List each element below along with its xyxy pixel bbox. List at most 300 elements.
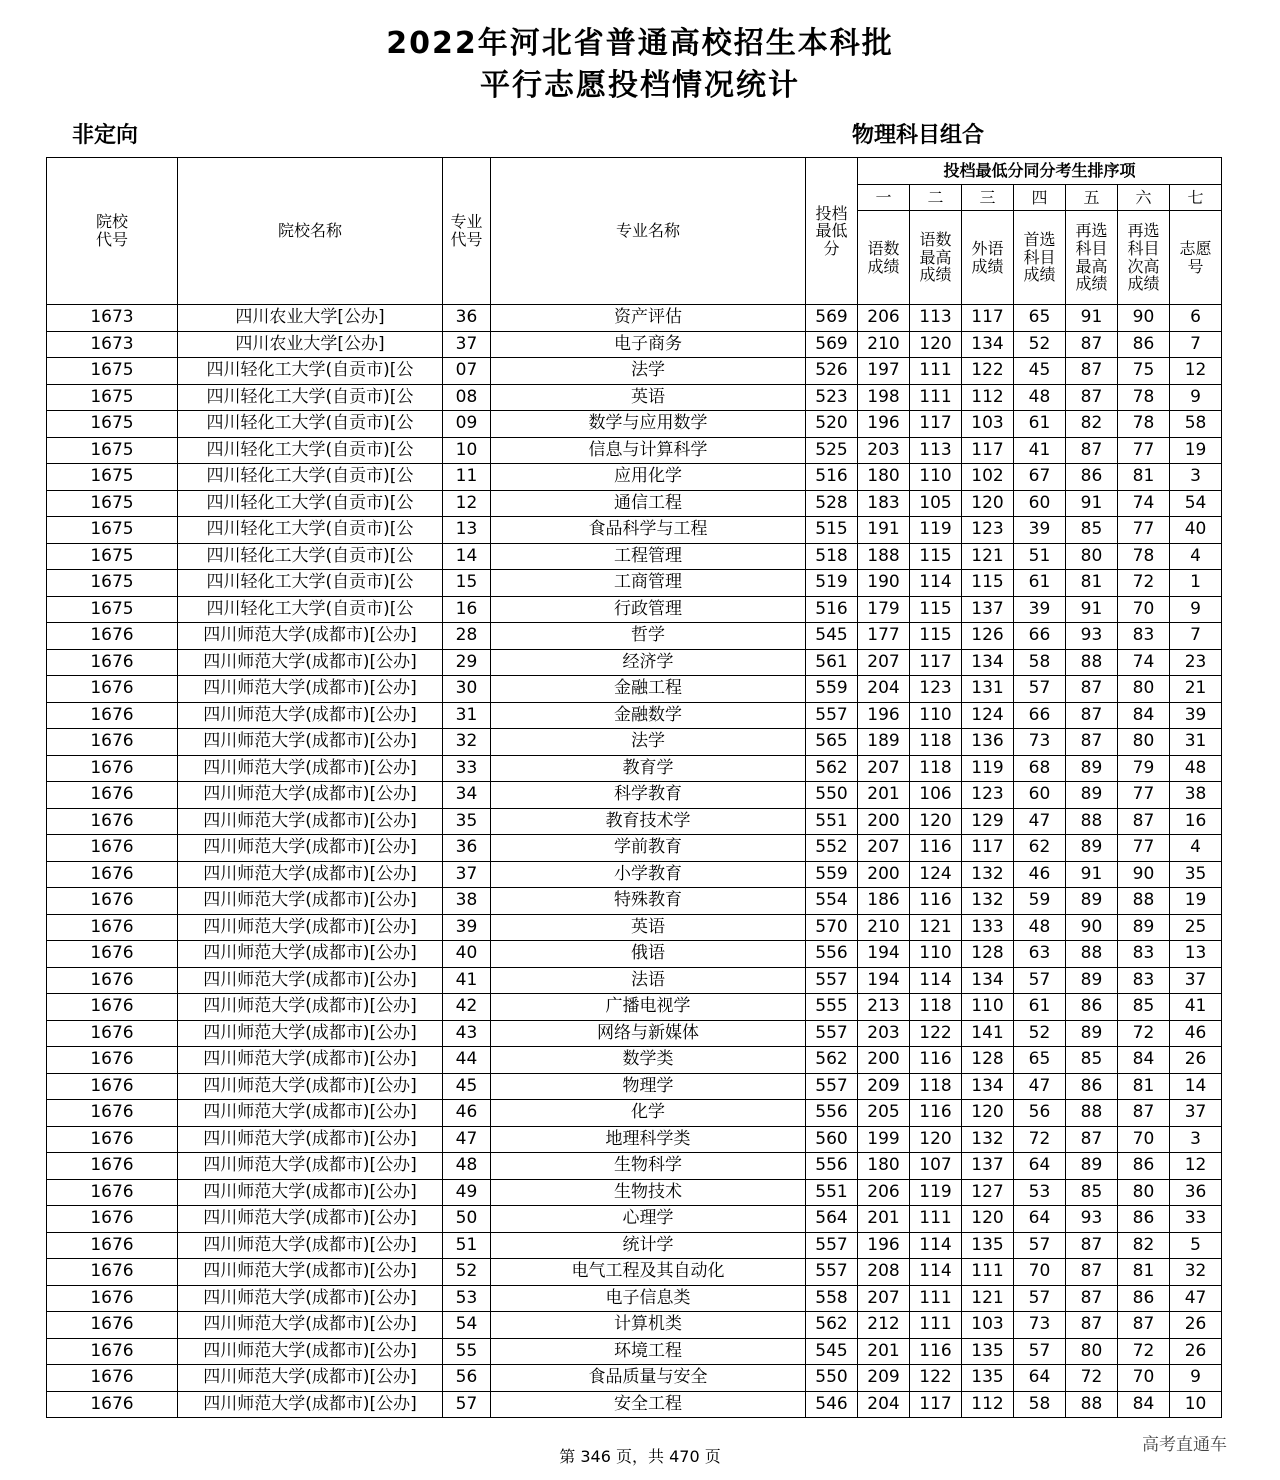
cell-first-subject: 53 (1014, 1179, 1066, 1206)
cell-reselect-second: 75 (1118, 358, 1170, 385)
table-row (47, 1047, 1222, 1074)
cell-school-name: 四川师范大学(成都市)[公办] (178, 1312, 443, 1339)
cell-major-code: 10 (443, 437, 491, 464)
cell-chinese-math: 196 (858, 702, 910, 729)
cell-school-name: 四川师范大学(成都市)[公办] (178, 1285, 443, 1312)
cell-reselect-second: 80 (1118, 1179, 1170, 1206)
cell-chinese-math-max: 117 (910, 649, 962, 676)
cell-school-code: 1675 (47, 543, 178, 570)
cell-major-code: 09 (443, 411, 491, 438)
cell-reselect-second: 83 (1118, 623, 1170, 650)
cell-reselect-max: 87 (1066, 358, 1118, 385)
cell-major-code: 36 (443, 835, 491, 862)
cell-chinese-math: 207 (858, 1285, 910, 1312)
header-order-6: 六 (1118, 185, 1170, 211)
cell-min-score: 520 (806, 411, 858, 438)
cell-school-code: 1675 (47, 358, 178, 385)
header-sub-chinese-math: 语数成绩 (858, 211, 910, 305)
header-school-name: 院校名称 (178, 158, 443, 305)
admission-table (46, 157, 1222, 1418)
cell-first-subject: 57 (1014, 1285, 1066, 1312)
cell-major-name: 生物科学 (491, 1153, 806, 1180)
cell-first-subject: 61 (1014, 570, 1066, 597)
cell-min-score: 551 (806, 1179, 858, 1206)
cell-chinese-math: 194 (858, 941, 910, 968)
table-row (47, 729, 1222, 756)
cell-min-score: 557 (806, 1232, 858, 1259)
cell-min-score: 516 (806, 596, 858, 623)
cell-foreign-language: 126 (962, 623, 1014, 650)
cell-reselect-max: 90 (1066, 914, 1118, 941)
table-row (47, 570, 1222, 597)
cell-min-score: 550 (806, 782, 858, 809)
cell-min-score: 560 (806, 1126, 858, 1153)
cell-chinese-math: 186 (858, 888, 910, 915)
cell-school-code: 1676 (47, 623, 178, 650)
cell-major-code: 46 (443, 1100, 491, 1127)
cell-school-code: 1676 (47, 888, 178, 915)
cell-preference-no: 12 (1170, 358, 1222, 385)
cell-first-subject: 58 (1014, 1391, 1066, 1418)
cell-major-code: 52 (443, 1259, 491, 1286)
cell-major-name: 数学与应用数学 (491, 411, 806, 438)
cell-min-score: 562 (806, 755, 858, 782)
cell-school-name: 四川师范大学(成都市)[公办] (178, 1391, 443, 1418)
header-order-3: 三 (962, 185, 1014, 211)
cell-school-code: 1676 (47, 861, 178, 888)
cell-chinese-math: 203 (858, 1020, 910, 1047)
cell-min-score: 557 (806, 1073, 858, 1100)
cell-chinese-math-max: 107 (910, 1153, 962, 1180)
cell-reselect-max: 88 (1066, 808, 1118, 835)
cell-reselect-max: 89 (1066, 1153, 1118, 1180)
cell-min-score: 523 (806, 384, 858, 411)
table-row (47, 994, 1222, 1021)
cell-foreign-language: 136 (962, 729, 1014, 756)
cell-preference-no: 3 (1170, 464, 1222, 491)
cell-school-code: 1676 (47, 702, 178, 729)
cell-preference-no: 26 (1170, 1338, 1222, 1365)
cell-school-name: 四川师范大学(成都市)[公办] (178, 808, 443, 835)
cell-reselect-second: 72 (1118, 1338, 1170, 1365)
cell-major-code: 13 (443, 517, 491, 544)
cell-min-score: 552 (806, 835, 858, 862)
cell-foreign-language: 111 (962, 1259, 1014, 1286)
cell-major-code: 30 (443, 676, 491, 703)
cell-chinese-math-max: 111 (910, 1285, 962, 1312)
cell-preference-no: 9 (1170, 1365, 1222, 1392)
cell-foreign-language: 132 (962, 861, 1014, 888)
cell-major-name: 食品科学与工程 (491, 517, 806, 544)
cell-min-score: 569 (806, 305, 858, 332)
cell-min-score: 525 (806, 437, 858, 464)
table-row (47, 1073, 1222, 1100)
cell-school-name: 四川师范大学(成都市)[公办] (178, 967, 443, 994)
cell-reselect-max: 81 (1066, 570, 1118, 597)
header-order-2: 二 (910, 185, 962, 211)
cell-preference-no: 13 (1170, 941, 1222, 968)
cell-preference-no: 10 (1170, 1391, 1222, 1418)
cell-reselect-max: 89 (1066, 755, 1118, 782)
cell-chinese-math-max: 121 (910, 914, 962, 941)
cell-preference-no: 58 (1170, 411, 1222, 438)
cell-preference-no: 7 (1170, 623, 1222, 650)
cell-reselect-max: 87 (1066, 676, 1118, 703)
cell-foreign-language: 117 (962, 305, 1014, 332)
cell-school-code: 1676 (47, 1047, 178, 1074)
cell-major-code: 31 (443, 702, 491, 729)
cell-major-name: 法语 (491, 967, 806, 994)
cell-min-score: 518 (806, 543, 858, 570)
cell-first-subject: 57 (1014, 967, 1066, 994)
table-row (47, 596, 1222, 623)
cell-school-name: 四川师范大学(成都市)[公办] (178, 1232, 443, 1259)
cell-first-subject: 73 (1014, 1312, 1066, 1339)
cell-chinese-math: 180 (858, 464, 910, 491)
cell-min-score: 554 (806, 888, 858, 915)
cell-chinese-math: 196 (858, 411, 910, 438)
cell-first-subject: 72 (1014, 1126, 1066, 1153)
cell-major-code: 40 (443, 941, 491, 968)
cell-min-score: 558 (806, 1285, 858, 1312)
cell-first-subject: 61 (1014, 411, 1066, 438)
cell-major-name: 食品质量与安全 (491, 1365, 806, 1392)
cell-chinese-math: 203 (858, 437, 910, 464)
header-order-7: 七 (1170, 185, 1222, 211)
cell-major-name: 法学 (491, 729, 806, 756)
cell-preference-no: 40 (1170, 517, 1222, 544)
cell-reselect-max: 88 (1066, 649, 1118, 676)
cell-chinese-math-max: 117 (910, 411, 962, 438)
cell-school-code: 1676 (47, 676, 178, 703)
cell-min-score: 556 (806, 1153, 858, 1180)
cell-first-subject: 57 (1014, 1338, 1066, 1365)
cell-reselect-second: 79 (1118, 755, 1170, 782)
cell-min-score: 565 (806, 729, 858, 756)
cell-major-code: 45 (443, 1073, 491, 1100)
table-row (47, 1338, 1222, 1365)
cell-chinese-math: 209 (858, 1365, 910, 1392)
cell-preference-no: 23 (1170, 649, 1222, 676)
cell-chinese-math: 204 (858, 1391, 910, 1418)
cell-school-name: 四川师范大学(成都市)[公办] (178, 1153, 443, 1180)
cell-min-score: 556 (806, 1100, 858, 1127)
cell-preference-no: 9 (1170, 384, 1222, 411)
cell-min-score: 526 (806, 358, 858, 385)
cell-reselect-max: 82 (1066, 411, 1118, 438)
cell-reselect-second: 83 (1118, 941, 1170, 968)
cell-foreign-language: 127 (962, 1179, 1014, 1206)
cell-chinese-math-max: 120 (910, 1126, 962, 1153)
cell-chinese-math: 200 (858, 1047, 910, 1074)
cell-reselect-second: 74 (1118, 649, 1170, 676)
page-footer: 第 346 页，共 470 页 (559, 1447, 721, 1466)
cell-school-name: 四川师范大学(成都市)[公办] (178, 702, 443, 729)
cell-min-score: 550 (806, 1365, 858, 1392)
cell-major-name: 应用化学 (491, 464, 806, 491)
cell-school-code: 1676 (47, 1338, 178, 1365)
cell-chinese-math-max: 113 (910, 305, 962, 332)
cell-foreign-language: 134 (962, 331, 1014, 358)
cell-reselect-max: 86 (1066, 464, 1118, 491)
table-row (47, 1179, 1222, 1206)
cell-chinese-math-max: 118 (910, 1073, 962, 1100)
cell-reselect-max: 86 (1066, 1073, 1118, 1100)
cell-preference-no: 6 (1170, 305, 1222, 332)
cell-preference-no: 37 (1170, 1100, 1222, 1127)
cell-reselect-max: 91 (1066, 490, 1118, 517)
cell-school-code: 1675 (47, 596, 178, 623)
cell-first-subject: 56 (1014, 1100, 1066, 1127)
cell-reselect-max: 87 (1066, 1312, 1118, 1339)
watermark: 高考直通车 (1142, 1435, 1227, 1455)
cell-major-name: 心理学 (491, 1206, 806, 1233)
cell-school-name: 四川师范大学(成都市)[公办] (178, 676, 443, 703)
cell-chinese-math: 201 (858, 1206, 910, 1233)
cell-chinese-math: 206 (858, 305, 910, 332)
cell-chinese-math-max: 116 (910, 1100, 962, 1127)
cell-min-score: 557 (806, 967, 858, 994)
cell-first-subject: 63 (1014, 941, 1066, 968)
cell-major-code: 12 (443, 490, 491, 517)
header-sub-foreign-language: 外语成绩 (962, 211, 1014, 305)
cell-reselect-second: 81 (1118, 1073, 1170, 1100)
cell-min-score: 516 (806, 464, 858, 491)
cell-school-name: 四川师范大学(成都市)[公办] (178, 1365, 443, 1392)
cell-major-code: 43 (443, 1020, 491, 1047)
cell-chinese-math: 201 (858, 1338, 910, 1365)
cell-chinese-math: 180 (858, 1153, 910, 1180)
cell-major-name: 特殊教育 (491, 888, 806, 915)
cell-reselect-max: 89 (1066, 967, 1118, 994)
cell-major-name: 工商管理 (491, 570, 806, 597)
cell-major-name: 金融工程 (491, 676, 806, 703)
cell-chinese-math: 209 (858, 1073, 910, 1100)
table-row (47, 1100, 1222, 1127)
table-row (47, 517, 1222, 544)
cell-school-code: 1676 (47, 808, 178, 835)
cell-school-name: 四川师范大学(成都市)[公办] (178, 941, 443, 968)
cell-foreign-language: 135 (962, 1232, 1014, 1259)
cell-foreign-language: 121 (962, 543, 1014, 570)
cell-chinese-math-max: 111 (910, 1312, 962, 1339)
cell-chinese-math: 210 (858, 331, 910, 358)
cell-foreign-language: 110 (962, 994, 1014, 1021)
cell-school-name: 四川轻化工大学(自贡市)[公 (178, 517, 443, 544)
cell-major-name: 化学 (491, 1100, 806, 1127)
cell-first-subject: 64 (1014, 1153, 1066, 1180)
cell-preference-no: 3 (1170, 1126, 1222, 1153)
cell-major-code: 53 (443, 1285, 491, 1312)
cell-major-name: 小学教育 (491, 861, 806, 888)
table-row (47, 305, 1222, 332)
cell-reselect-max: 72 (1066, 1365, 1118, 1392)
cell-min-score: 545 (806, 623, 858, 650)
table-row (47, 1232, 1222, 1259)
cell-chinese-math-max: 122 (910, 1020, 962, 1047)
cell-preference-no: 47 (1170, 1285, 1222, 1312)
cell-school-code: 1676 (47, 1259, 178, 1286)
table-row (47, 967, 1222, 994)
cell-first-subject: 64 (1014, 1206, 1066, 1233)
cell-foreign-language: 132 (962, 888, 1014, 915)
table-row (47, 543, 1222, 570)
cell-foreign-language: 141 (962, 1020, 1014, 1047)
cell-foreign-language: 117 (962, 437, 1014, 464)
cell-preference-no: 25 (1170, 914, 1222, 941)
cell-chinese-math-max: 123 (910, 676, 962, 703)
cell-foreign-language: 135 (962, 1365, 1014, 1392)
cell-chinese-math: 179 (858, 596, 910, 623)
cell-chinese-math-max: 116 (910, 888, 962, 915)
cell-reselect-max: 88 (1066, 1391, 1118, 1418)
cell-reselect-max: 88 (1066, 941, 1118, 968)
cell-major-code: 39 (443, 914, 491, 941)
cell-school-name: 四川师范大学(成都市)[公办] (178, 1179, 443, 1206)
cell-preference-no: 19 (1170, 437, 1222, 464)
cell-school-name: 四川师范大学(成都市)[公办] (178, 1126, 443, 1153)
cell-school-code: 1676 (47, 755, 178, 782)
cell-first-subject: 66 (1014, 702, 1066, 729)
cell-foreign-language: 134 (962, 967, 1014, 994)
cell-first-subject: 52 (1014, 331, 1066, 358)
cell-chinese-math-max: 105 (910, 490, 962, 517)
table-row (47, 782, 1222, 809)
cell-chinese-math-max: 114 (910, 570, 962, 597)
cell-preference-no: 9 (1170, 596, 1222, 623)
cell-school-code: 1676 (47, 994, 178, 1021)
cell-school-code: 1676 (47, 649, 178, 676)
cell-major-code: 14 (443, 543, 491, 570)
table-row (47, 914, 1222, 941)
cell-school-name: 四川轻化工大学(自贡市)[公 (178, 384, 443, 411)
cell-school-code: 1675 (47, 517, 178, 544)
cell-reselect-second: 80 (1118, 676, 1170, 703)
cell-major-code: 47 (443, 1126, 491, 1153)
cell-chinese-math: 190 (858, 570, 910, 597)
cell-major-name: 金融数学 (491, 702, 806, 729)
cell-chinese-math: 210 (858, 914, 910, 941)
cell-major-code: 36 (443, 305, 491, 332)
cell-major-code: 50 (443, 1206, 491, 1233)
cell-preference-no: 33 (1170, 1206, 1222, 1233)
cell-reselect-second: 86 (1118, 1285, 1170, 1312)
cell-chinese-math-max: 120 (910, 331, 962, 358)
cell-school-code: 1675 (47, 490, 178, 517)
cell-major-code: 33 (443, 755, 491, 782)
cell-major-name: 电气工程及其自动化 (491, 1259, 806, 1286)
cell-major-name: 生物技术 (491, 1179, 806, 1206)
cell-major-name: 行政管理 (491, 596, 806, 623)
cell-reselect-second: 81 (1118, 1259, 1170, 1286)
cell-school-code: 1676 (47, 729, 178, 756)
cell-reselect-second: 77 (1118, 782, 1170, 809)
cell-min-score: 545 (806, 1338, 858, 1365)
cell-major-name: 科学教育 (491, 782, 806, 809)
cell-chinese-math-max: 120 (910, 808, 962, 835)
cell-reselect-max: 87 (1066, 702, 1118, 729)
cell-school-name: 四川师范大学(成都市)[公办] (178, 861, 443, 888)
cell-school-code: 1676 (47, 1020, 178, 1047)
table-row (47, 1020, 1222, 1047)
cell-chinese-math: 198 (858, 384, 910, 411)
cell-first-subject: 59 (1014, 888, 1066, 915)
cell-major-name: 俄语 (491, 941, 806, 968)
cell-major-code: 42 (443, 994, 491, 1021)
cell-chinese-math: 189 (858, 729, 910, 756)
cell-min-score: 546 (806, 1391, 858, 1418)
cell-major-name: 哲学 (491, 623, 806, 650)
cell-min-score: 556 (806, 941, 858, 968)
cell-reselect-max: 91 (1066, 305, 1118, 332)
cell-major-code: 07 (443, 358, 491, 385)
cell-chinese-math-max: 115 (910, 623, 962, 650)
cell-school-code: 1676 (47, 835, 178, 862)
cell-foreign-language: 121 (962, 1285, 1014, 1312)
cell-reselect-max: 87 (1066, 1126, 1118, 1153)
cell-major-name: 英语 (491, 914, 806, 941)
cell-school-code: 1676 (47, 1391, 178, 1418)
cell-chinese-math: 177 (858, 623, 910, 650)
cell-preference-no: 12 (1170, 1153, 1222, 1180)
cell-chinese-math: 200 (858, 861, 910, 888)
cell-major-code: 32 (443, 729, 491, 756)
cell-major-name: 电子商务 (491, 331, 806, 358)
table-row (47, 1206, 1222, 1233)
cell-preference-no: 1 (1170, 570, 1222, 597)
header-school-code: 院校代号 (47, 158, 178, 305)
table-row (47, 1312, 1222, 1339)
cell-major-name: 地理科学类 (491, 1126, 806, 1153)
cell-chinese-math: 207 (858, 755, 910, 782)
cell-reselect-second: 87 (1118, 808, 1170, 835)
cell-chinese-math-max: 119 (910, 517, 962, 544)
cell-chinese-math-max: 116 (910, 1338, 962, 1365)
cell-min-score: 559 (806, 861, 858, 888)
cell-reselect-max: 93 (1066, 1206, 1118, 1233)
cell-reselect-max: 87 (1066, 729, 1118, 756)
cell-school-code: 1675 (47, 411, 178, 438)
cell-chinese-math-max: 115 (910, 596, 962, 623)
cell-first-subject: 65 (1014, 305, 1066, 332)
table-row (47, 490, 1222, 517)
cell-preference-no: 39 (1170, 702, 1222, 729)
cell-min-score: 562 (806, 1047, 858, 1074)
cell-foreign-language: 134 (962, 1073, 1014, 1100)
cell-reselect-second: 86 (1118, 1153, 1170, 1180)
cell-reselect-max: 87 (1066, 1259, 1118, 1286)
table-row (47, 888, 1222, 915)
cell-first-subject: 47 (1014, 808, 1066, 835)
cell-major-name: 经济学 (491, 649, 806, 676)
cell-major-code: 38 (443, 888, 491, 915)
cell-min-score: 557 (806, 702, 858, 729)
cell-reselect-second: 70 (1118, 1365, 1170, 1392)
cell-school-name: 四川师范大学(成都市)[公办] (178, 1259, 443, 1286)
cell-min-score: 570 (806, 914, 858, 941)
cell-chinese-math-max: 114 (910, 967, 962, 994)
cell-reselect-max: 89 (1066, 888, 1118, 915)
cell-chinese-math-max: 124 (910, 861, 962, 888)
cell-foreign-language: 135 (962, 1338, 1014, 1365)
cell-reselect-max: 85 (1066, 1047, 1118, 1074)
cell-school-code: 1673 (47, 331, 178, 358)
cell-reselect-second: 89 (1118, 914, 1170, 941)
cell-chinese-math-max: 110 (910, 702, 962, 729)
cell-preference-no: 41 (1170, 994, 1222, 1021)
cell-reselect-second: 90 (1118, 305, 1170, 332)
cell-chinese-math: 212 (858, 1312, 910, 1339)
